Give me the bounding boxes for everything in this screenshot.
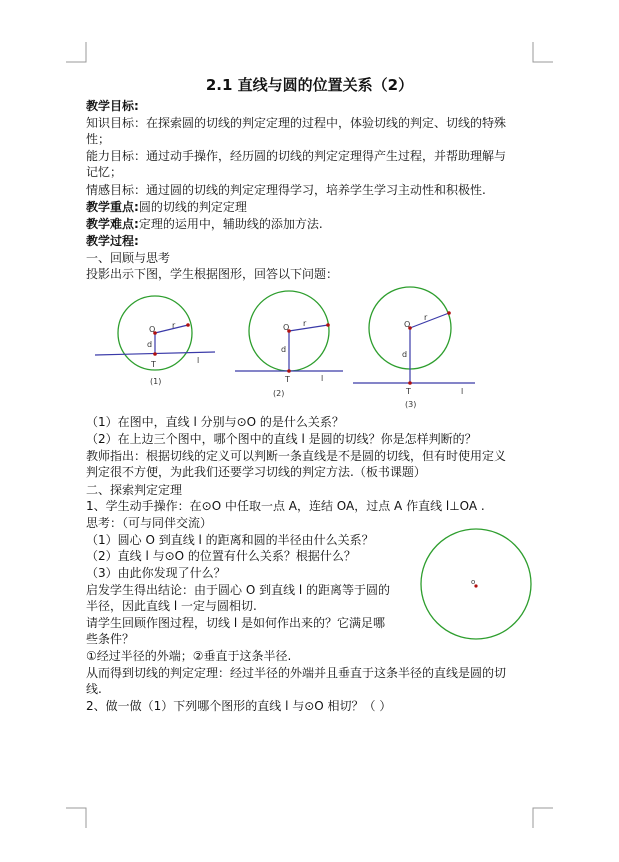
knowledge-text-2: 性；: [86, 132, 111, 146]
page-title: 2.1 直线与圆的位置关系（2）: [205, 76, 414, 94]
exercise: 2、做一做（1）下列哪个图形的直线 l 与⊙O 相切？（ ）: [86, 699, 392, 713]
knowledge-label: 知识目标：: [86, 116, 147, 130]
radius-2: [289, 325, 328, 331]
radius-end-1: [186, 323, 190, 327]
ability-text-2: 记忆；: [86, 165, 123, 179]
think-prompt: 思考：（可与同伴交流）: [86, 516, 213, 530]
right-circle: [421, 529, 531, 639]
key-point-text: 圆的切线的判定定理: [138, 200, 247, 214]
conditions: ①经过半径的外端；②垂直于这条半径.: [86, 649, 292, 663]
label-r-1: r: [172, 321, 176, 330]
ability-text-1: 通过动手操作，经历圆的切线的判定定理得产生过程，并帮助理解与: [146, 149, 507, 163]
step-1: 1、学生动手操作：在⊙O 中任取一点 A，连结 OA，过点 A 作直线 l⊥OA .: [86, 499, 485, 513]
label-r-3: r: [424, 313, 428, 322]
teacher-note-1: 教师指出：根据切线的定义可以判断一条直线是不是圆的切线，但有时使用定义: [86, 449, 507, 463]
recall-2: 些条件？: [86, 632, 135, 646]
label-O-3: O: [404, 320, 411, 329]
question-1: （1）在图中，直线 l 分别与⊙O 的是什么关系？: [86, 415, 344, 429]
label-l-1: l: [197, 356, 200, 365]
think-3: （3）由此你发现了什么？: [86, 566, 226, 580]
figure-right-circle: [421, 529, 531, 639]
foot-point-3: [408, 381, 412, 385]
emotion-text: 通过圆的切线的判定定理得学习，培养学生学习主动性和积极性.: [146, 183, 486, 197]
label-O-1: O: [149, 325, 156, 334]
label-l-3: l: [461, 387, 464, 396]
label-T-2: T: [285, 375, 290, 384]
figure-3: [353, 287, 475, 409]
key-point-label: 教学重点:: [86, 200, 139, 214]
section1-intro: 投影出示下图，学生根据图形，回答以下问题：: [86, 267, 339, 281]
process-heading: 教学过程:: [86, 234, 139, 248]
theorem-1: 从而得到切线的判定定理：经过半径的外端并且垂直于这条半径的直线是圆的切: [86, 666, 507, 680]
radius-end-3: [447, 311, 451, 315]
emotion-label: 情感目标：: [86, 183, 147, 197]
caption-1: (1): [150, 377, 162, 386]
think-2: （2）直线 l 与⊙O 的位置有什么关系？根据什么？: [86, 549, 356, 563]
objectives-heading: 教学目标:: [86, 99, 139, 113]
radius-3: [410, 313, 449, 328]
difficulty-text: 定理的运用中，辅助线的添加方法.: [138, 217, 323, 231]
teacher-note-2: 判定很不方便，为此我们还要学习切线的判定方法.（板书课题）: [86, 465, 426, 479]
figure-1: [95, 296, 215, 386]
conclusion-2: 半径，因此直线 l 一定与圆相切.: [86, 599, 257, 613]
label-T-3: T: [406, 387, 411, 396]
caption-3: (3): [405, 400, 417, 409]
knowledge-text-1: 在探索圆的切线的判定定理的过程中，体验切线的判定、切线的特殊: [146, 116, 507, 130]
foot-point-2: [287, 369, 291, 373]
conclusion-1: 启发学生得出结论：由于圆心 O 到直线 l 的距离等于圆的: [86, 583, 391, 597]
think-1: （1）圆心 O 到直线 l 的距离和圆的半径由什么关系？: [86, 533, 374, 547]
theorem-2: 线.: [86, 682, 102, 696]
foot-point-1: [153, 352, 157, 356]
label-O-2: O: [283, 323, 290, 332]
radius-end-2: [326, 323, 330, 327]
label-r-2: r: [303, 319, 307, 328]
label-d-3: d: [402, 350, 408, 359]
label-d-2: d: [281, 345, 287, 354]
caption-2: (2): [273, 389, 285, 398]
question-2: （2）在上边三个图中，哪个图中的直线 l 是圆的切线？你是怎样判断的？: [86, 432, 477, 446]
label-T-1: T: [151, 360, 156, 369]
right-circle-label: o: [471, 578, 476, 586]
label-l-2: l: [321, 374, 324, 383]
section2-title: 二、探索判定定理: [86, 483, 183, 497]
difficulty-label: 教学难点:: [86, 217, 139, 231]
section1-title: 一、回顾与思考: [86, 251, 171, 265]
label-d-1: d: [147, 340, 153, 349]
ability-label: 能力目标：: [86, 149, 147, 163]
recall-1: 请学生回顾作图过程，切线 l 是如何作出来的？它满足哪: [86, 616, 385, 630]
figure-2: [235, 291, 343, 398]
